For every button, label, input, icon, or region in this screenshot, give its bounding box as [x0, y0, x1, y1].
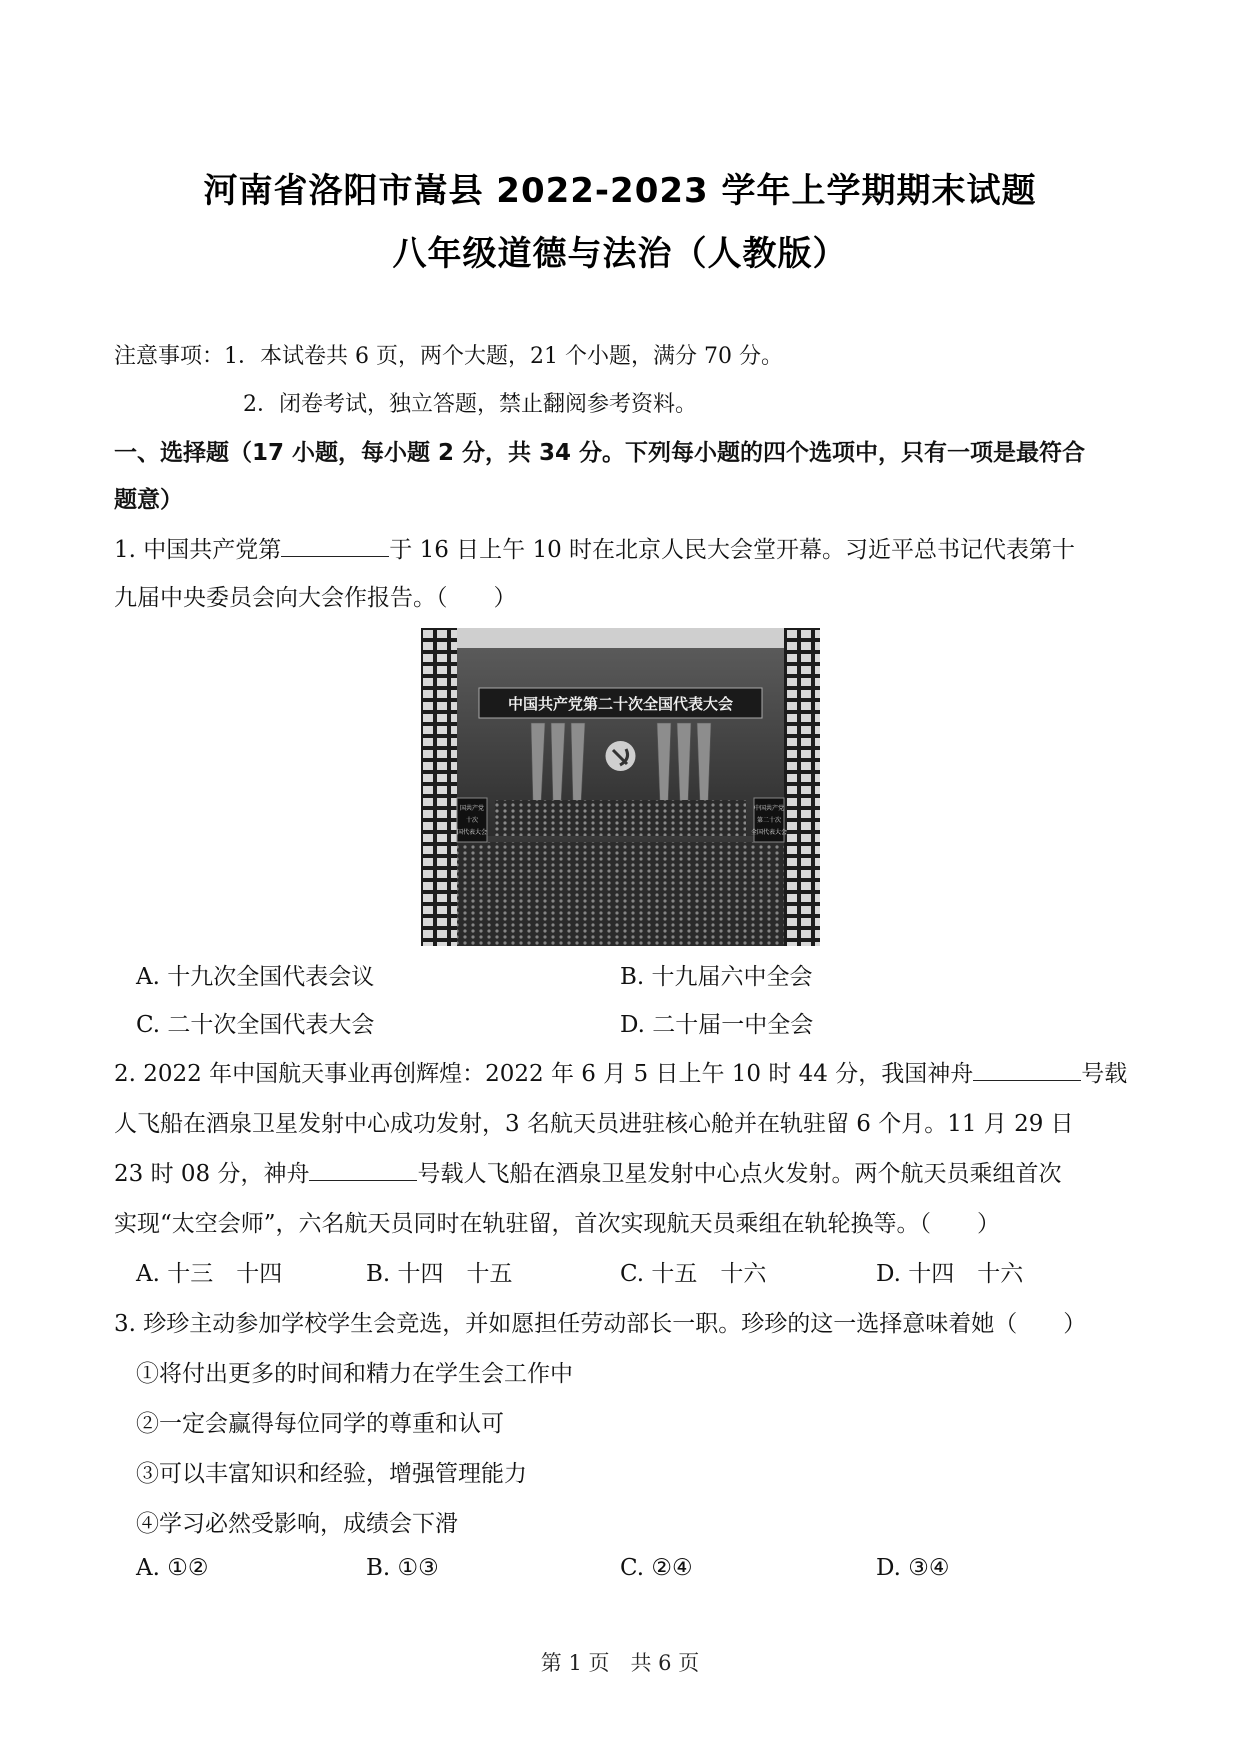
exam-subtitle: 八年级道德与法治（人教版） [392, 234, 848, 274]
q2-stem-line4: 实现“太空会师”，六名航天员同时在轨驻留，首次实现航天员乘组在轨轮换等。（ ） [114, 1211, 1001, 1237]
q3-option-c: C. ②④ [620, 1555, 693, 1581]
q2-stem-line1 [114, 1055, 1127, 1088]
section-heading: 一、选择题（17 小题，每小题 2 分，共 34 分。下列每小题的四个选项中，只有一项是最符合 [114, 440, 1086, 466]
q3-item-4: ④学习必然受影响，成绩会下滑 [136, 1511, 458, 1537]
q3-option-a: A. ①② [136, 1555, 209, 1581]
q2-blank-1 [973, 1060, 1081, 1081]
notice-line-2: 2．闭卷考试，独立答题，禁止翻阅参考资料。 [243, 392, 697, 417]
q2-option-a: A. 十三 十四 [136, 1261, 283, 1287]
notice-line-1: 注意事项：1．本试卷共 6 页，两个大题，21 个小题，满分 70 分。 [114, 344, 783, 369]
photo-side-right-3: 全国代表大会 [750, 829, 788, 836]
photo-side-left-1: 国共产党 [459, 805, 485, 812]
congress-hall-image [421, 628, 820, 946]
photo-side-left-2: 十次 [465, 817, 479, 824]
exam-title: 河南省洛阳市嵩县 2022-2023 学年上学期期末试题 [203, 171, 1037, 211]
q2-option-b: B. 十四 十五 [366, 1261, 513, 1287]
congress-photo [421, 628, 820, 946]
photo-side-right-1: 中国共产党 [753, 805, 785, 812]
section-heading-cont: 题意） [114, 487, 183, 513]
q3-item-1: ①将付出更多的时间和精力在学生会工作中 [136, 1361, 573, 1387]
q1-stem-part1: 1. 中国共产党第 [114, 537, 282, 563]
q2-stem-line2: 人飞船在酒泉卫星发射中心成功发射，3 名航天员进驻核心舱并在轨驻留 6 个月。11 月 29 日 [114, 1111, 1074, 1137]
q1-option-d: D. 二十届一中全会 [620, 1012, 814, 1038]
photo-banner: 中国共产党第二十次全国代表大会 [507, 695, 734, 713]
photo-side-left-3: 国代表大会 [456, 829, 488, 836]
q3-option-b: B. ①③ [366, 1555, 439, 1581]
q3-stem: 3. 珍珍主动参加学校学生会竞选，并如愿担任劳动部长一职。珍珍的这一选择意味着她（ ） [114, 1311, 1087, 1337]
q1-stem-part2: 于 16 日上午 10 时在北京人民大会堂开幕。习近平总书记代表第十 [389, 537, 1076, 563]
q2-stem-part3: 23 时 08 分，神舟 [114, 1161, 310, 1187]
q2-stem-line3 [114, 1155, 1061, 1188]
q2-option-d: D. 十四 十六 [876, 1261, 1024, 1287]
q3-item-2: ②一定会赢得每位同学的尊重和认可 [136, 1411, 504, 1437]
q2-stem-part4: 号载人飞船在酒泉卫星发射中心点火发射。两个航天员乘组首次 [417, 1161, 1062, 1187]
photo-side-right-2: 第二十次 [756, 817, 782, 824]
q1-option-a: A. 十九次全国代表会议 [136, 964, 375, 990]
q1-stem-line2: 九届中央委员会向大会作报告。（ ） [114, 585, 517, 611]
q3-item-3: ③可以丰富知识和经验，增强管理能力 [136, 1461, 527, 1487]
page-footer: 第 1 页 共 6 页 [540, 1651, 700, 1675]
q1-blank [281, 536, 389, 557]
q2-blank-2 [309, 1160, 417, 1181]
q2-stem-part2: 号载 [1081, 1061, 1128, 1087]
q2-option-c: C. 十五 十六 [620, 1261, 767, 1287]
q1-option-c: C. 二十次全国代表大会 [136, 1012, 375, 1038]
q2-stem-part1: 2. 2022 年中国航天事业再创辉煌：2022 年 6 月 5 日上午 10 时 44 分，我国神舟 [114, 1061, 974, 1087]
q1-option-b: B. 十九届六中全会 [620, 964, 813, 990]
q3-option-d: D. ③④ [876, 1555, 950, 1581]
q1-stem [114, 531, 1075, 564]
